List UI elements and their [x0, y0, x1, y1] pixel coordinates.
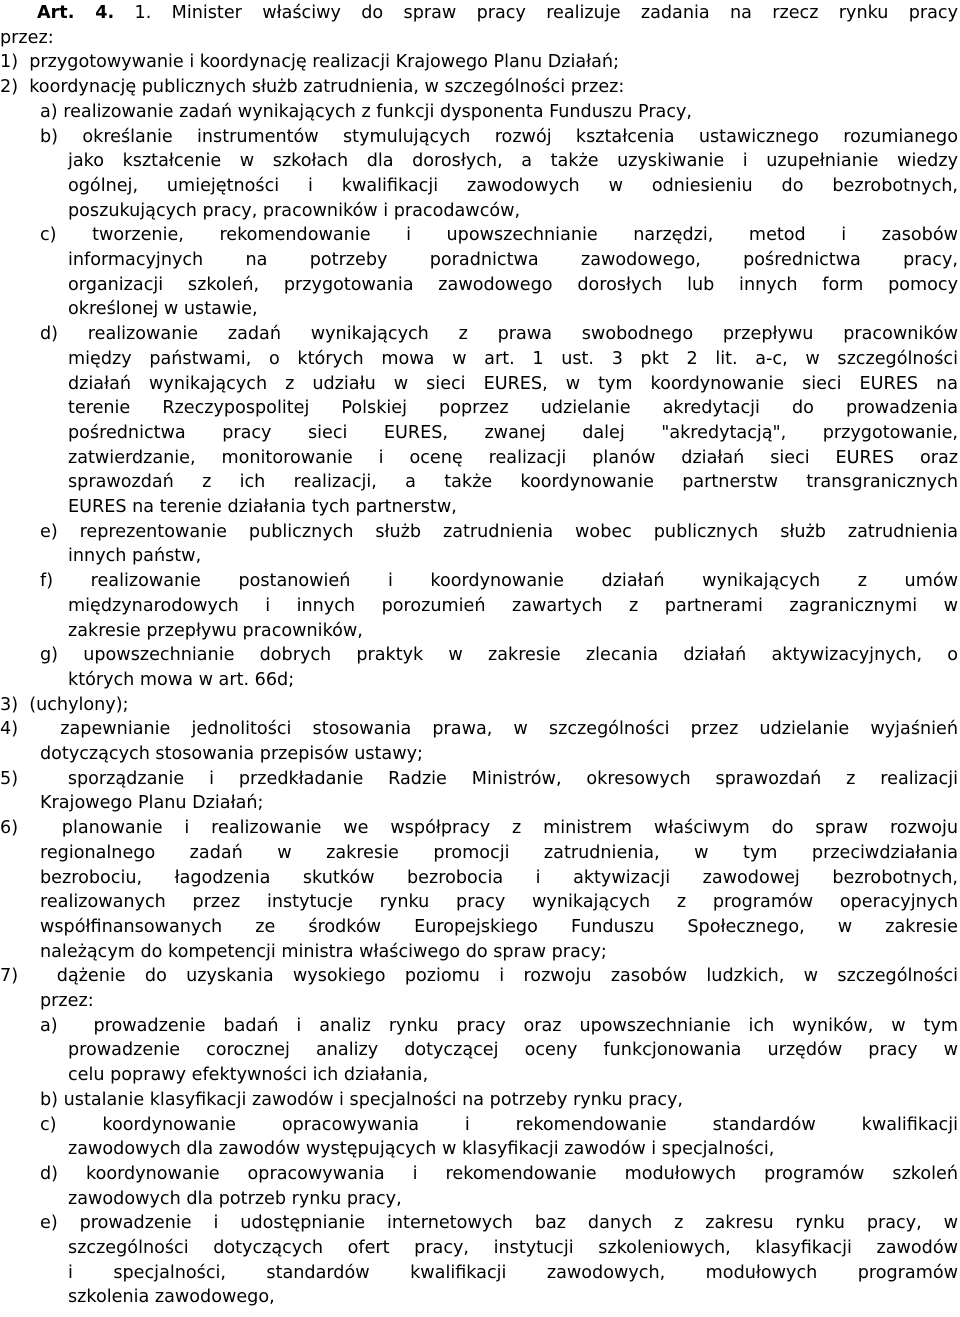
text-line	[68, 273, 958, 298]
line-text: prowadzenie corocznej analizy dotyczącej oceny funkcjonowania urzędów pracy w	[68, 1040, 958, 1061]
text-line	[68, 421, 958, 446]
line-text: międzynarodowych i innych porozumień zawartych z partnerami zagranicznymi w	[68, 595, 958, 616]
text-line	[68, 594, 958, 619]
text-line	[40, 841, 958, 866]
line-text: 4) zapewnianie jednolitości stosowania prawa, w szczególności przez udzielanie wyjaśnień	[0, 719, 958, 740]
text-line	[68, 297, 958, 322]
text-line	[68, 470, 958, 495]
line-text: realizowanych przez instytucje rynku pracy wynikających z programów operacyjnych	[40, 892, 958, 913]
line-text: działań wynikających z udziału w sieci EURES, w tym koordynowanie sieci EURES na	[68, 373, 958, 394]
text-line	[68, 1261, 958, 1286]
line-text: a) realizowanie zadań wynikających z funkcji dysponenta Funduszu Pracy,	[40, 101, 693, 122]
text-line	[68, 1063, 958, 1088]
text-line	[40, 125, 958, 150]
line-text: c) tworzenie, rekomendowanie i upowszechnianie narzędzi, metod i zasobów	[40, 225, 958, 246]
line-text: regionalnego zadań w zakresie promocji zatrudnienia, w tym przeciwdziałania	[40, 842, 958, 863]
text-line	[40, 1088, 958, 1113]
line-text: 1. Minister właściwy do spraw pracy realizuje zadania na rzecz rynku pracy	[114, 3, 958, 23]
line-text: innych państw,	[68, 546, 202, 567]
text-line	[68, 372, 958, 397]
text-line	[68, 544, 958, 569]
text-line	[40, 1014, 958, 1039]
line-text: zatwierdzanie, monitorowanie i ocenę realizacji planów działań sieci EURES oraz	[68, 447, 958, 468]
text-line	[0, 50, 958, 75]
line-text: określonej w ustawie,	[68, 299, 258, 320]
text-line	[40, 569, 958, 594]
text-line	[68, 174, 958, 199]
text-line	[40, 520, 958, 545]
line-text: EURES na terenie działania tych partnerstw,	[68, 497, 457, 517]
line-text: e) prowadzenie i udostępnianie internetowych baz danych z zakresu rynku pracy, w	[40, 1213, 958, 1234]
line-text: jako kształcenie w szkołach dla dorosłych, a także uzyskiwanie i uzupełnianie wiedzy	[68, 151, 958, 172]
text-line	[40, 223, 958, 248]
line-text: e) reprezentowanie publicznych służb zatrudnienia wobec publicznych służb zatrudnienia	[40, 521, 958, 542]
line-text: f) realizowanie postanowień i koordynowanie działań wynikających z umów	[40, 571, 958, 592]
line-text: 1) przygotowywanie i koordynację realizacji Krajowego Planu Działań;	[0, 52, 620, 73]
text-line	[68, 248, 958, 273]
line-text: zawodowych dla zawodów występujących w klasyfikacji zawodów i specjalności,	[68, 1139, 775, 1160]
line-text: b) ustalanie klasyfikacji zawodów i specjalności na potrzeby rynku pracy,	[40, 1089, 684, 1110]
text-line	[68, 668, 958, 693]
line-text: zawodowych dla potrzeb rynku pracy,	[68, 1188, 402, 1209]
text-line	[68, 1137, 958, 1162]
text-line	[68, 619, 958, 644]
text-line	[40, 742, 958, 767]
text-line	[40, 890, 958, 915]
line-text: Krajowego Planu Działań;	[40, 793, 264, 814]
text-line	[40, 1162, 958, 1187]
line-text: współfinansowanych ze środków Europejskiego Funduszu Społecznego, w zakresie	[40, 916, 958, 937]
line-text: organizacji szkoleń, przygotowania zawodowego dorosłych lub innych form pomocy	[68, 274, 958, 295]
line-text: c) koordynowanie opracowywania i rekomendowanie standardów kwalifikacji	[40, 1114, 958, 1135]
text-line	[68, 149, 958, 174]
line-text: ogólnej, umiejętności i kwalifikacji zawodowych w odniesieniu do bezrobotnych,	[68, 175, 958, 196]
text-line	[68, 199, 958, 224]
line-text: 7) dążenie do uzyskania wysokiego poziomu i rozwoju zasobów ludzkich, w szczególności	[0, 966, 958, 987]
line-text: a) prowadzenie badań i analiz rynku pracy oraz upowszechnianie ich wyników, w tym	[40, 1015, 958, 1036]
line-text: szkolenia zawodowego,	[68, 1287, 275, 1308]
text-line	[40, 643, 958, 668]
text-line	[68, 495, 958, 520]
text-line	[40, 940, 958, 965]
text-line	[40, 1211, 958, 1236]
line-text: 3) (uchylony);	[0, 694, 129, 715]
line-text: należącym do kompetencji ministra właściwego do spraw pracy;	[40, 941, 607, 962]
text-line	[68, 1038, 958, 1063]
text-line	[0, 717, 958, 742]
line-text: zakresie przepływu pracowników,	[68, 620, 363, 641]
line-text: b) określanie instrumentów stymulujących rozwój kształcenia ustawicznego rozumianego	[40, 126, 958, 147]
text-line	[37, 1, 958, 26]
line-text: bezrobociu, łagodzenia skutków bezrobocia i aktywizacji zawodowej bezrobotnych,	[40, 867, 958, 888]
article-heading: Art. 4.	[37, 3, 115, 23]
text-line	[0, 767, 958, 792]
line-text: przez:	[40, 991, 94, 1011]
line-text: 6) planowanie i realizowanie we współpracy z ministrem właściwym do spraw rozwoju	[0, 818, 958, 839]
line-text: 2) koordynację publicznych służb zatrudnienia, w szczególności przez:	[0, 77, 625, 98]
line-text: pośrednictwa pracy sieci EURES, zwanej dalej "akredytacją", przygotowanie,	[68, 422, 958, 443]
text-line	[68, 446, 958, 471]
line-text: d) koordynowanie opracowywania i rekomendowanie modułowych programów szkoleń	[40, 1163, 958, 1184]
text-line	[0, 75, 958, 100]
line-text: informacyjnych na potrzeby poradnictwa zawodowego, pośrednictwa pracy,	[68, 250, 958, 270]
line-text: przez:	[0, 27, 54, 48]
line-text: szczególności dotyczących ofert pracy, instytucji szkoleniowych, klasyfikacji zawodów	[68, 1238, 958, 1258]
text-line	[40, 791, 958, 816]
line-text: 5) sporządzanie i przedkładanie Radzie Ministrów, okresowych sprawozdań z realizacji	[0, 768, 958, 789]
text-line	[68, 1236, 958, 1261]
line-text: celu poprawy efektywności ich działania,	[68, 1065, 429, 1086]
text-line	[68, 347, 958, 372]
line-text: dotyczących stosowania przepisów ustawy;	[40, 744, 423, 764]
line-text: d) realizowanie zadań wynikających z prawa swobodnego przepływu pracowników	[40, 324, 958, 345]
text-line	[40, 989, 958, 1014]
text-line	[68, 1187, 958, 1212]
text-line	[68, 396, 958, 421]
text-line	[40, 866, 958, 891]
text-line	[0, 693, 958, 718]
text-line	[0, 964, 958, 989]
text-line	[40, 322, 958, 347]
text-line	[40, 100, 958, 125]
text-line	[40, 1113, 958, 1138]
line-text: których mowa w art. 66d;	[68, 669, 295, 690]
line-text: poszukujących pracy, pracowników i pracodawców,	[68, 200, 521, 221]
line-text: między państwami, o których mowa w art. 1 ust. 3 pkt 2 lit. a-c, w szczególności	[68, 348, 958, 369]
text-line	[0, 816, 958, 841]
line-text: sprawozdań z ich realizacji, a także koordynowanie partnerstw transgranicznych	[68, 472, 958, 493]
text-line	[40, 915, 958, 940]
line-text: terenie Rzeczypospolitej Polskiej poprzez udzielanie akredytacji do prowadzenia	[68, 398, 958, 419]
text-line	[0, 26, 958, 51]
line-text: g) upowszechnianie dobrych praktyk w zakresie zlecania działań aktywizacyjnych, o	[40, 645, 958, 666]
line-text: i specjalności, standardów kwalifikacji zawodowych, modułowych programów	[68, 1262, 958, 1283]
text-line	[68, 1285, 958, 1310]
